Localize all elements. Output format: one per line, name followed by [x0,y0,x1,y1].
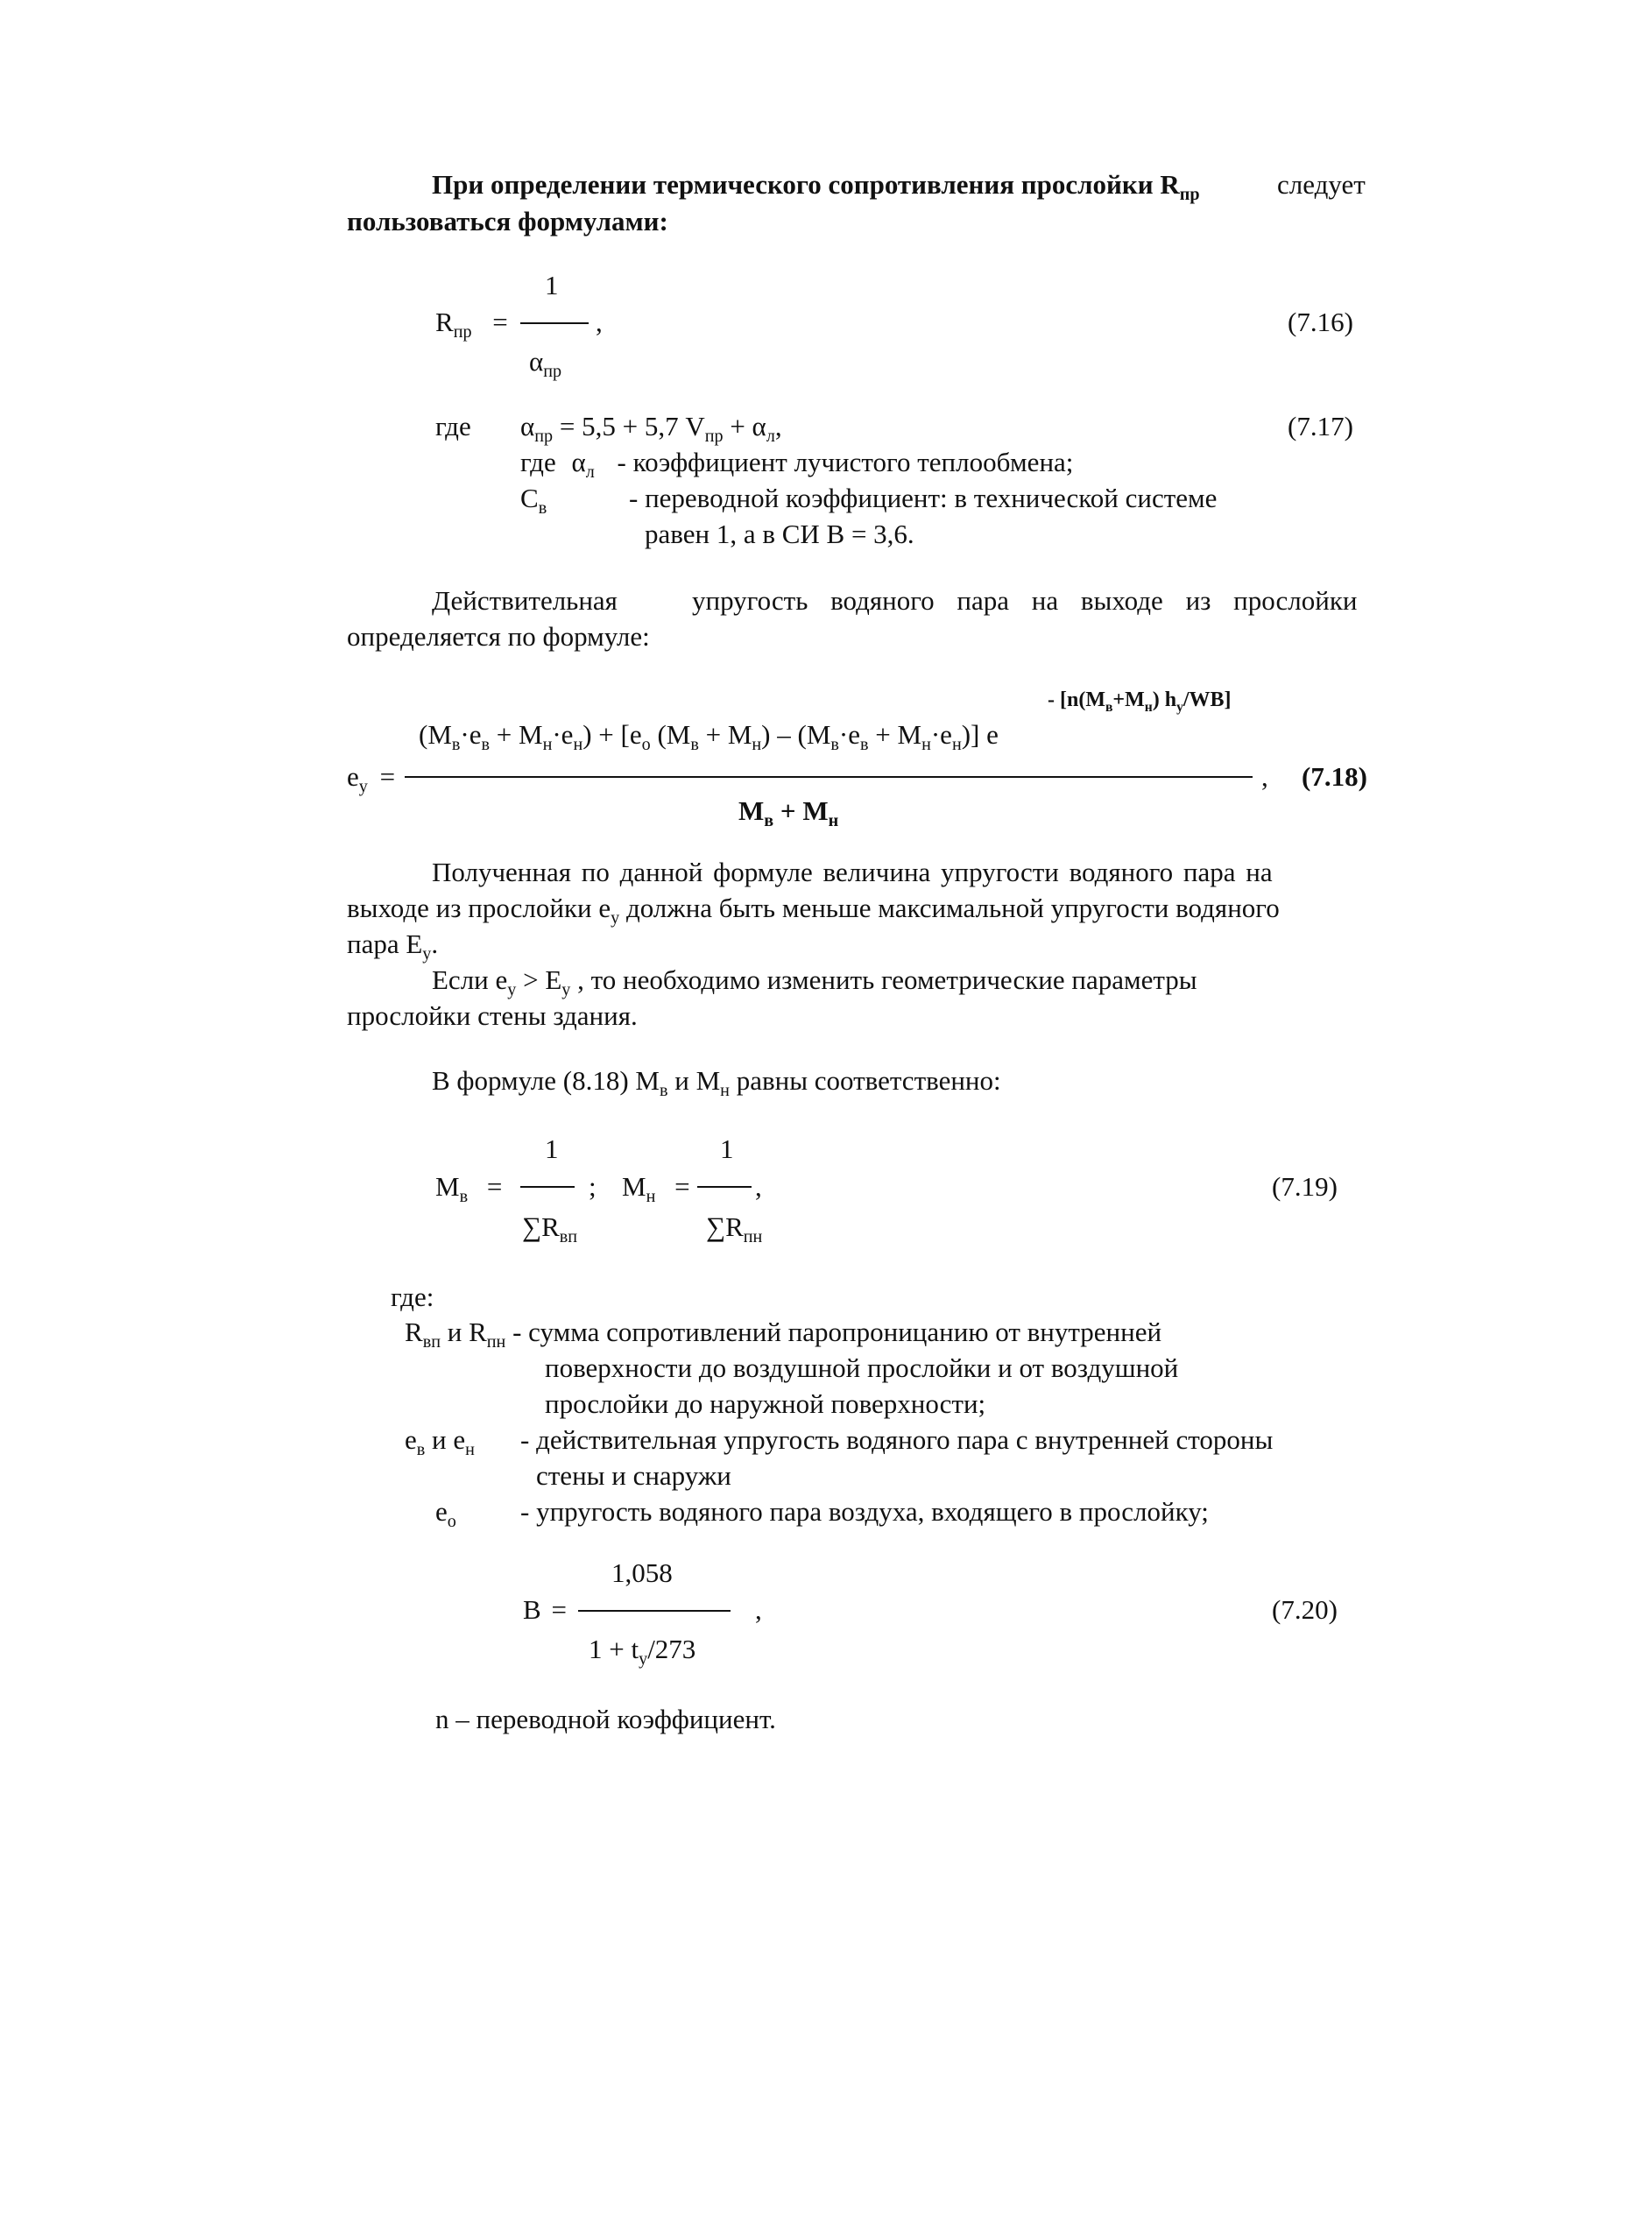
eq718-numerator: $(M_в\cdot e_в + M_н\cdot e_н) + [e_о$ $(M_в + M_н) - (M_в\cdot e_в + M_н\cdot e_н)$] e [419,719,999,755]
eq719-fraction-bar-2 [697,1186,752,1188]
eq716-punct: , [596,307,603,337]
para5-line: В формуле (8.18) $M_в$ и $M_н$ равны соответственно: [432,1065,1001,1101]
para4-line-1: Если $e_у > E_у$ , то необходимо изменить геометрические параметры [432,964,1197,1000]
eq719-denominator-2: $\sum R_{пн}$ [706,1211,763,1247]
eq717-cv-desc-2: равен 1, а в СИ В = 3,6. [645,519,914,549]
eq718-punct: , [1261,761,1268,792]
para3-line-3: пара $E_у$. [347,928,439,964]
defs-r-desc-3: прослойки до наружной поверхности; [545,1388,986,1419]
eq717-formula: $\alpha_{пр} = 5,5 + 5,7$ $V_{пр} + \alpha_л$, [520,411,782,447]
defs-r-row: $R_{вп}$ и $R_{пн}$ - сумма сопротивлений паропроницанию от внутренней [405,1317,1162,1352]
para3-line-2: выходе из прослойки $e_у$ должна быть меньше максимальной упругости водяного [347,893,1280,928]
intro-line-1-end: следует [1277,169,1366,200]
eq716-fraction-bar [520,322,589,324]
eq720-denominator: $1 + t_у/273$ [589,1634,696,1670]
para3-line-1: Полученная по данной формуле величина упругости водяного пара на [432,857,1273,887]
intro-line-1: При определении термического сопротивления прослойки $R_{пр}$ [432,169,1200,205]
defs-where: где: [391,1281,434,1312]
defs-r-desc-2: поверхности до воздушной прослойки и от воздушной [545,1352,1179,1383]
eq717-cv-desc-1: - переводной коэффициент: в технической системе [629,483,1218,513]
eq719-number: (7.19) [1272,1171,1338,1202]
eq717-alpha-def: где $\alpha_л$ - коэффициент лучистого теплообмена; [520,447,1074,483]
eq716-number: (7.16) [1288,307,1353,337]
eq720-fraction-bar [578,1610,731,1612]
eq718-number: (7.18) [1302,761,1367,792]
eq719-punct: , [755,1171,762,1202]
eq720-number: (7.20) [1272,1594,1338,1625]
eq719-lhs-1: $M_в$ = [435,1171,503,1207]
eq719-lhs-2: $M_н$ = [622,1171,690,1207]
eq716-lhs: $R_{пр}$ = [435,307,508,342]
defs-eo-label: $e_о$ [435,1496,456,1532]
defs-e-label: $e_в$ и $e_н$ [405,1424,475,1460]
eq717-number: (7.17) [1288,411,1353,441]
eq717-where: где [435,411,471,441]
eq720-lhs: B = [523,1594,567,1625]
eq716-denominator: $\alpha_{пр}$ [529,346,562,382]
eq720-numerator: 1,058 [611,1557,673,1588]
intro-line-2: пользоваться формулами: [347,206,668,237]
para2-line-2: определяется по формуле: [347,621,650,652]
eq719-numerator-2: 1 [720,1133,734,1164]
eq720-punct: , [755,1594,762,1625]
eq716-numerator: 1 [545,270,559,300]
eq719-fraction-bar-1 [520,1186,575,1188]
eq718-fraction-bar [405,776,1253,778]
para2-line-1b: упругость водяного пара на выходе из прослойки [692,585,1358,616]
para4-line-2: прослойки стены здания. [347,1000,638,1031]
defs-e-desc-1: - действительная упругость водяного пара с внутренней стороны [520,1424,1274,1455]
eq719-separator: ; [589,1171,597,1202]
defs-e-desc-2: стены и снаружи [536,1460,731,1491]
eq718-denominator: $M_в + M_н$ [738,795,839,831]
para2-line-1a: Действительная [432,585,618,616]
eq718-exponent: - [$n(M_в+M_н)$ $h_у/WB$] [1048,688,1232,715]
eq717-cv-label: $C_в$ [520,483,547,519]
defs-eo-desc: - упругость водяного пара воздуха, входящего в прослойку; [520,1496,1209,1527]
footer-note: n – переводной коэффициент. [435,1704,776,1734]
eq718-lhs: $e_у$ = [347,761,396,797]
eq719-numerator-1: 1 [545,1133,559,1164]
eq719-denominator-1: $\sum R_{вп}$ [522,1211,578,1247]
